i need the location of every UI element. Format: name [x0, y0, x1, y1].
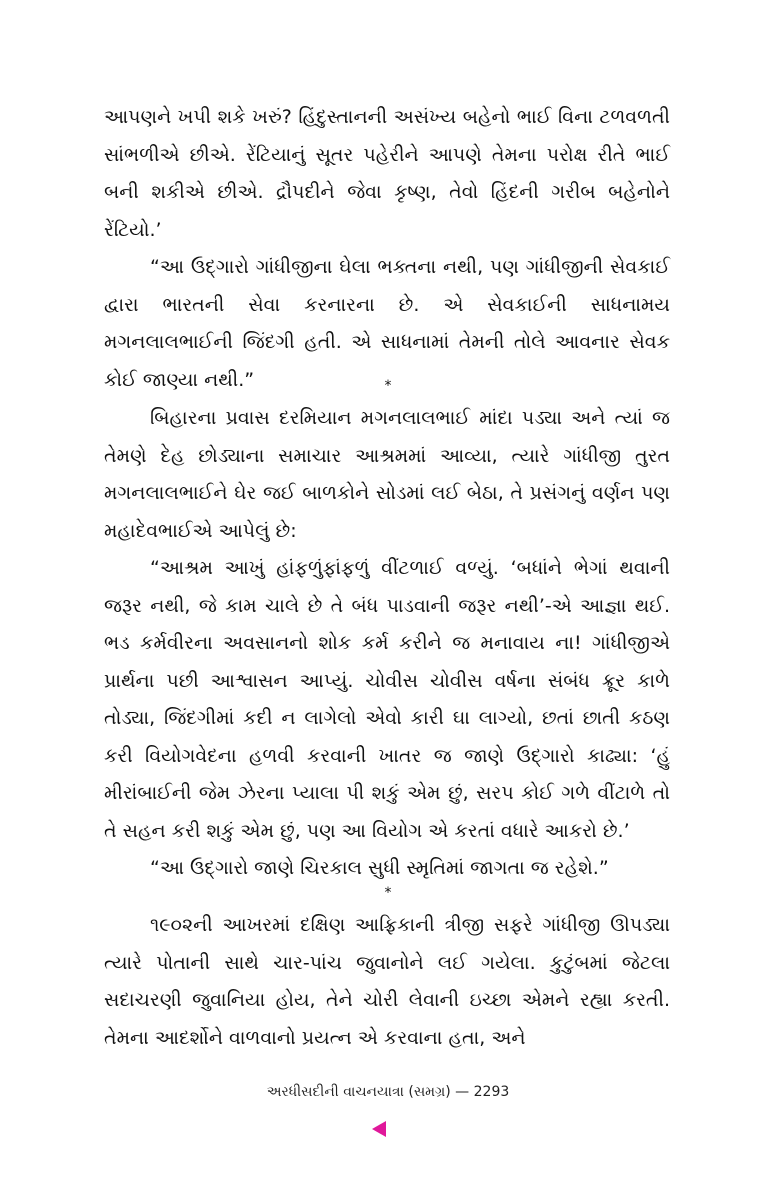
previous-page-arrow-icon[interactable] [372, 1121, 386, 1137]
section-separator: * [384, 378, 392, 394]
paragraph-ashram-quote: “આશ્રમ આખું હાંફળુંફાંફળું વીંટળાઈ વળ્યું. ‘બધાંને ભેગાં થવાની જરૂર નથી, જે કામ ચાલે છે તે બંધ પાડવાની જરૂર નથી’-એ આજ્ઞા થઈ. ભડ કર્મવીરના અવસાનનો શોક કર્મ કરીને જ મનાવાય ના! ગાંધીજીએ પ્રાર્થના પછી આશ્વાસન આપ્યું. ચોવીસ ચોવીસ વર્ષના સંબંધ ક્રૂર કાળે તોડ્યા, જિંદગીમાં કદી ન લાગેલો એવો કારી ઘા લાગ્યો, છતાં છાતી કઠણ કરી વિયોગવેદના હળવી કરવાની ખાતર જ જાણે ઉદ્ગારો કાઢ્યા: ‘હું મીરાંબાઈની જેમ ઝેરના પ્યાલા પી શકું એમ છું, સરપ કોઈ ગળે વીંટાળે તો તે સહન કરી શકું એમ છું, પણ આ વિયોગ એ કરતાં વધારે આકરો છે.’ [104, 557, 670, 842]
paragraph-quote-gandhi-devotee: “આ ઉદ્ગારો ગાંધીજીના ઘેલા ભક્તના નથી, પણ ગાંધીજીની સેવકાઈ દ્વારા ભારતની સેવા કરનારના છે. એ સેવકાઈની સાધનામય મગનલાલભાઈની જિંદગી હતી. એ સાધનામાં તેમની તોલે આવનાર સેવક કોઈ જાણ્યા નથી.” [104, 256, 670, 391]
paragraph-continuation: આપણને ખપી શકે ખરું? હિંદુસ્તાનની અસંખ્ય બહેનો ભાઈ વિના ટળવળતી સાંભળીએ છીએ. રેંટિયાનું સૂતર પહેરીને આપણે તેમના પરોક્ષ રીતે ભાઈ બની શકીએ છીએ. દ્રૌપદીને જેવા કૃષ્ણ, તેવો હિંદની ગરીબ બહેનોને રેંટિયો.’ [104, 106, 670, 241]
paragraph-memory-quote: “આ ઉદ્ગારો જાણે ચિરકાલ સુધી સ્મૃતિમાં જાગતા જ રહેશે.” [150, 857, 609, 879]
paragraph-bihar-tour: બિહારના પ્રવાસ દરમિયાન મગનલાલભાઈ માંદા પડ્યા અને ત્યાં જ તેમણે દેહ છોડ્યાના સમાચાર આશ્રમમાં આવ્યા, ત્યારે ગાંધીજી તુરત મગનલાલભાઈને ઘેર જઈ બાળકોને સોડમાં લઈ બેઠા, તે પ્રસંગનું વર્ણન પણ મહાદેવભાઈએ આપેલું છે: [104, 407, 670, 542]
page-footer: અરધીસદીની વાચનયાત્રા (સમગ્ર) — 2293 [266, 1084, 510, 1100]
paragraph-south-africa: ૧૯૦૨ની આખરમાં દક્ષિણ આફ્રિકાની ત્રીજી સફરે ગાંધીજી ઊપડ્યા ત્યારે પોતાની સાથે ચાર-પાંચ જુવાનોને લઈ ગયેલા. કુટુંબમાં જેટલા સદાચરણી જુવાનિયા હોય, તેને ચોરી લેવાની ઇચ્છા એમને રહ્યા કરતી. તેમના આદર્શોને વાળવાનો પ્રયત્ન એ કરવાના હતા, અને [104, 914, 670, 1049]
section-separator-2: * [384, 885, 392, 901]
